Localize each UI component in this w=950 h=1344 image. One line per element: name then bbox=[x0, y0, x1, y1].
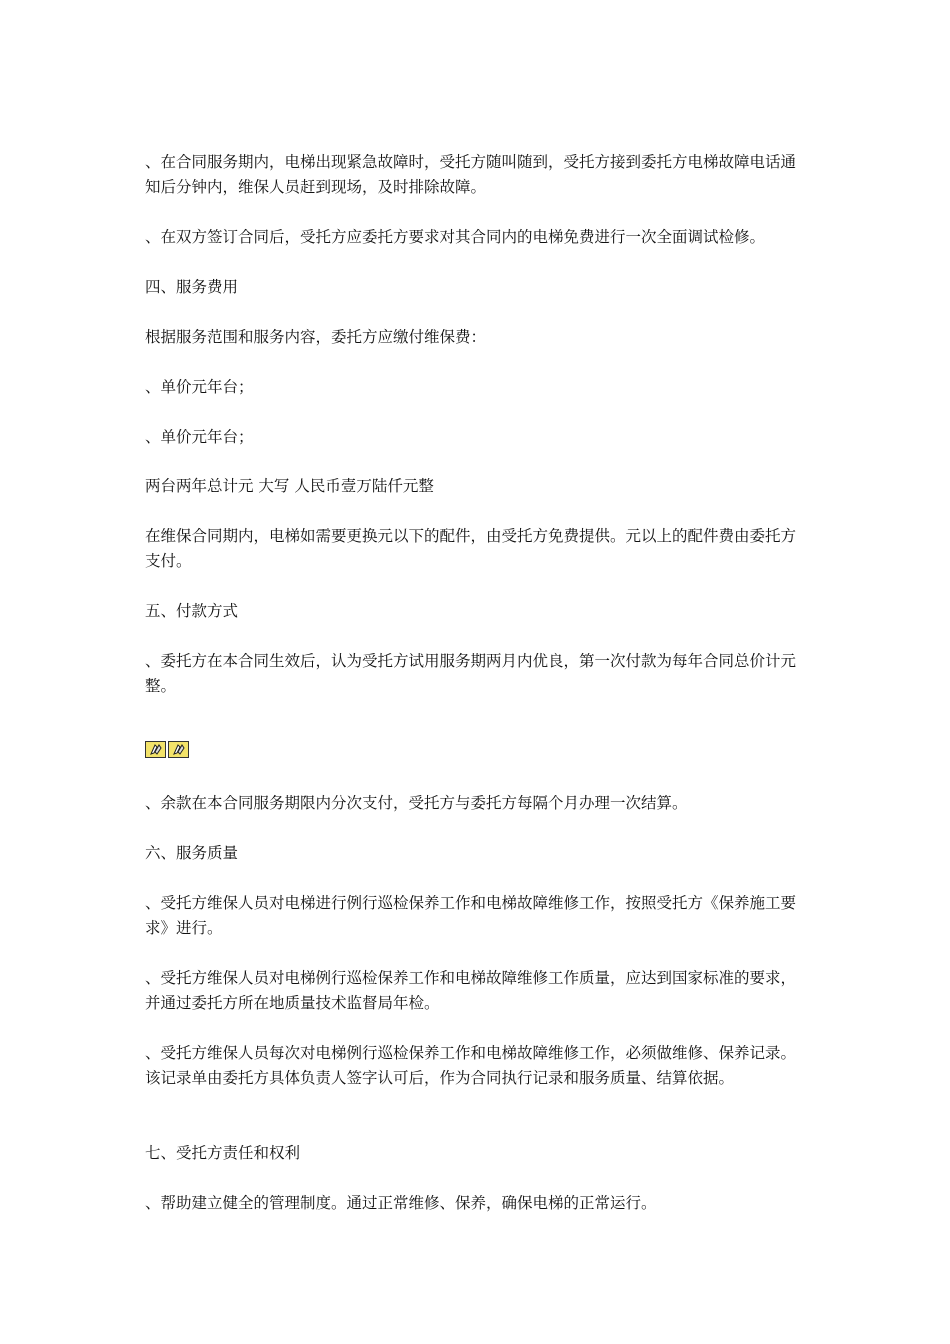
broken-image-icon bbox=[168, 741, 189, 758]
paragraph-first-payment: 、委托方在本合同生效后，认为受托方试用服务期两月内优良，第一次付款为每年合同总价计元整。 bbox=[145, 652, 797, 695]
paragraph-quality-1: 、受托方维保人员对电梯进行例行巡检保养工作和电梯故障维修工作，按照受托方《保养施工要求》进行。 bbox=[145, 894, 797, 937]
paragraph-unit-price-1: 、单价元年台； bbox=[145, 378, 254, 396]
paragraph-total: 两台两年总计元 大写 人民币壹万陆仟元整 bbox=[145, 477, 434, 495]
paragraph-balance-payment: 、余款在本合同服务期限内分次支付，受托方与委托方每隔个月办理一次结算。 bbox=[145, 794, 688, 812]
paragraph-unit-price-2: 、单价元年台； bbox=[145, 428, 254, 446]
section-heading-service-fee: 四、服务费用 bbox=[145, 278, 239, 296]
paragraph-fee-intro: 根据服务范围和服务内容，委托方应缴付维保费： bbox=[145, 328, 487, 346]
embedded-object-icons bbox=[145, 741, 191, 758]
paragraph-management: 、帮助建立健全的管理制度。通过正常维修、保养，确保电梯的正常运行。 bbox=[145, 1194, 657, 1212]
paragraph-quality-2: 、受托方维保人员对电梯例行巡检保养工作和电梯故障维修工作质量，应达到国家标准的要求，并通过委托方所在地质量技术监督局年检。 bbox=[145, 969, 797, 1012]
paragraph-initial-inspection: 、在双方签订合同后，受托方应委托方要求对其合同内的电梯免费进行一次全面调试检修。 bbox=[145, 228, 766, 246]
broken-image-icon bbox=[145, 741, 166, 758]
section-heading-trustee-duties: 七、受托方责任和权利 bbox=[145, 1144, 301, 1162]
paragraph-emergency-response: 、在合同服务期内，电梯出现紧急故障时，受托方随叫随到，受托方接到委托方电梯故障电话通知后分钟内，维保人员赶到现场，及时排除故障。 bbox=[145, 153, 797, 196]
section-heading-service-quality: 六、服务质量 bbox=[145, 844, 239, 862]
section-heading-payment: 五、付款方式 bbox=[145, 602, 239, 620]
paragraph-parts: 在维保合同期内，电梯如需要更换元以下的配件，由受托方免费提供。元以上的配件费由委托方支付。 bbox=[145, 527, 797, 570]
paragraph-quality-3: 、受托方维保人员每次对电梯例行巡检保养工作和电梯故障维修工作，必须做维修、保养记录。该记录单由委托方具体负责人签字认可后，作为合同执行记录和服务质量、结算依据。 bbox=[145, 1044, 797, 1087]
